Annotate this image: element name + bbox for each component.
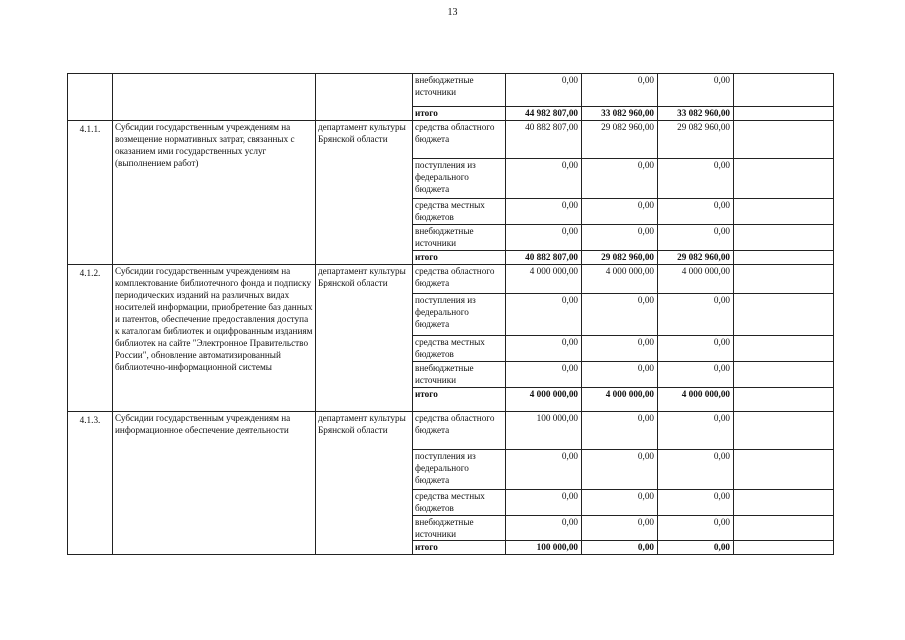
- value-year-1: 0,00: [506, 294, 582, 336]
- department: департамент культуры Брянской области: [316, 121, 413, 265]
- item-name-cell: [113, 74, 316, 121]
- page-number: 13: [447, 7, 458, 18]
- funding-source: средства местных бюджетов: [413, 490, 506, 516]
- value-year-1: 0,00: [506, 490, 582, 516]
- funding-source: итого: [413, 107, 506, 121]
- funding-source: поступления из федерального бюджета: [413, 294, 506, 336]
- funding-source: поступления из федерального бюджета: [413, 159, 506, 199]
- value-year-1: 0,00: [506, 516, 582, 541]
- funding-source: средства областного бюджета: [413, 412, 506, 450]
- funding-source: средства местных бюджетов: [413, 199, 506, 225]
- value-year-1: 0,00: [506, 159, 582, 199]
- funding-source: средства областного бюджета: [413, 121, 506, 159]
- value-year-1: 0,00: [506, 450, 582, 490]
- value-year-3: 0,00: [658, 294, 734, 336]
- value-year-2: 0,00: [582, 74, 658, 107]
- value-year-2: 0,00: [582, 516, 658, 541]
- value-year-1: 40 882 807,00: [506, 251, 582, 265]
- value-year-3: 0,00: [658, 450, 734, 490]
- value-year-3: 4 000 000,00: [658, 388, 734, 412]
- value-year-1: 4 000 000,00: [506, 265, 582, 294]
- value-year-2: 0,00: [582, 294, 658, 336]
- value-year-3: 0,00: [658, 199, 734, 225]
- value-year-1: 44 982 807,00: [506, 107, 582, 121]
- item-number: 4.1.1.: [68, 121, 113, 265]
- empty-cell: [734, 362, 834, 388]
- value-year-3: 0,00: [658, 225, 734, 251]
- value-year-1: 0,00: [506, 336, 582, 362]
- value-year-3: 29 082 960,00: [658, 121, 734, 159]
- value-year-2: 29 082 960,00: [582, 121, 658, 159]
- budget-table: [67, 73, 834, 555]
- item-name: Субсидии государственным учреждениям на комплектование библиотечного фонда и подписку периодических изданий на различных видах носителей информации, приобретение баз данных и патентов, обеспечение предоставления доступа к каталогам библиотек и оцифрованным изданиям библиотек на сайте "Электронное Правительство России", обновление автоматизированный библиотечно-информационной системы: [113, 265, 316, 412]
- empty-cell: [734, 516, 834, 541]
- value-year-2: 33 082 960,00: [582, 107, 658, 121]
- item-number-cell: [68, 74, 113, 121]
- empty-cell: [734, 107, 834, 121]
- funding-source: поступления из федерального бюджета: [413, 450, 506, 490]
- empty-cell: [734, 490, 834, 516]
- empty-cell: [734, 251, 834, 265]
- value-year-2: 0,00: [582, 541, 658, 555]
- empty-cell: [734, 199, 834, 225]
- item-name: Субсидии государственным учреждениям на информационное обеспечение деятельности: [113, 412, 316, 555]
- department: департамент культуры Брянской области: [316, 412, 413, 555]
- value-year-3: 0,00: [658, 541, 734, 555]
- value-year-2: 4 000 000,00: [582, 265, 658, 294]
- value-year-3: 0,00: [658, 412, 734, 450]
- empty-cell: [734, 541, 834, 555]
- value-year-3: 0,00: [658, 159, 734, 199]
- value-year-2: 0,00: [582, 490, 658, 516]
- empty-cell: [734, 336, 834, 362]
- value-year-1: 100 000,00: [506, 412, 582, 450]
- value-year-3: 0,00: [658, 490, 734, 516]
- value-year-2: 29 082 960,00: [582, 251, 658, 265]
- funding-source: внебюджетные источники: [413, 74, 506, 107]
- empty-cell: [734, 412, 834, 450]
- funding-source: внебюджетные источники: [413, 516, 506, 541]
- table-body: [68, 74, 834, 555]
- value-year-2: 0,00: [582, 336, 658, 362]
- value-year-3: 33 082 960,00: [658, 107, 734, 121]
- funding-source: средства областного бюджета: [413, 265, 506, 294]
- value-year-2: 0,00: [582, 159, 658, 199]
- value-year-1: 100 000,00: [506, 541, 582, 555]
- value-year-3: 0,00: [658, 74, 734, 107]
- value-year-2: 0,00: [582, 199, 658, 225]
- empty-cell: [734, 225, 834, 251]
- funding-source: средства местных бюджетов: [413, 336, 506, 362]
- value-year-2: 0,00: [582, 225, 658, 251]
- empty-cell: [734, 450, 834, 490]
- value-year-2: 0,00: [582, 412, 658, 450]
- value-year-1: 0,00: [506, 225, 582, 251]
- value-year-2: 0,00: [582, 362, 658, 388]
- table-row: [68, 412, 834, 450]
- value-year-1: 0,00: [506, 74, 582, 107]
- funding-source: итого: [413, 388, 506, 412]
- value-year-3: 29 082 960,00: [658, 251, 734, 265]
- value-year-3: 0,00: [658, 362, 734, 388]
- value-year-1: 40 882 807,00: [506, 121, 582, 159]
- empty-cell: [734, 121, 834, 159]
- funding-source: внебюджетные источники: [413, 362, 506, 388]
- value-year-1: 0,00: [506, 362, 582, 388]
- table-row: [68, 121, 834, 159]
- table-row: [68, 74, 834, 107]
- value-year-1: 4 000 000,00: [506, 388, 582, 412]
- funding-source: итого: [413, 541, 506, 555]
- funding-source: внебюджетные источники: [413, 225, 506, 251]
- value-year-3: 4 000 000,00: [658, 265, 734, 294]
- item-number: 4.1.2.: [68, 265, 113, 412]
- item-number: 4.1.3.: [68, 412, 113, 555]
- value-year-3: 0,00: [658, 336, 734, 362]
- funding-source: итого: [413, 251, 506, 265]
- empty-cell: [734, 294, 834, 336]
- empty-cell: [734, 74, 834, 107]
- value-year-3: 0,00: [658, 516, 734, 541]
- value-year-2: 4 000 000,00: [582, 388, 658, 412]
- item-name: Субсидии государственным учреждениям на возмещение нормативных затрат, связанных с оказанием ими государственных услуг (выполнением работ): [113, 121, 316, 265]
- value-year-2: 0,00: [582, 450, 658, 490]
- department-cell: [316, 74, 413, 121]
- empty-cell: [734, 159, 834, 199]
- value-year-1: 0,00: [506, 199, 582, 225]
- empty-cell: [734, 388, 834, 412]
- table-row: [68, 265, 834, 294]
- department: департамент культуры Брянской области: [316, 265, 413, 412]
- empty-cell: [734, 265, 834, 294]
